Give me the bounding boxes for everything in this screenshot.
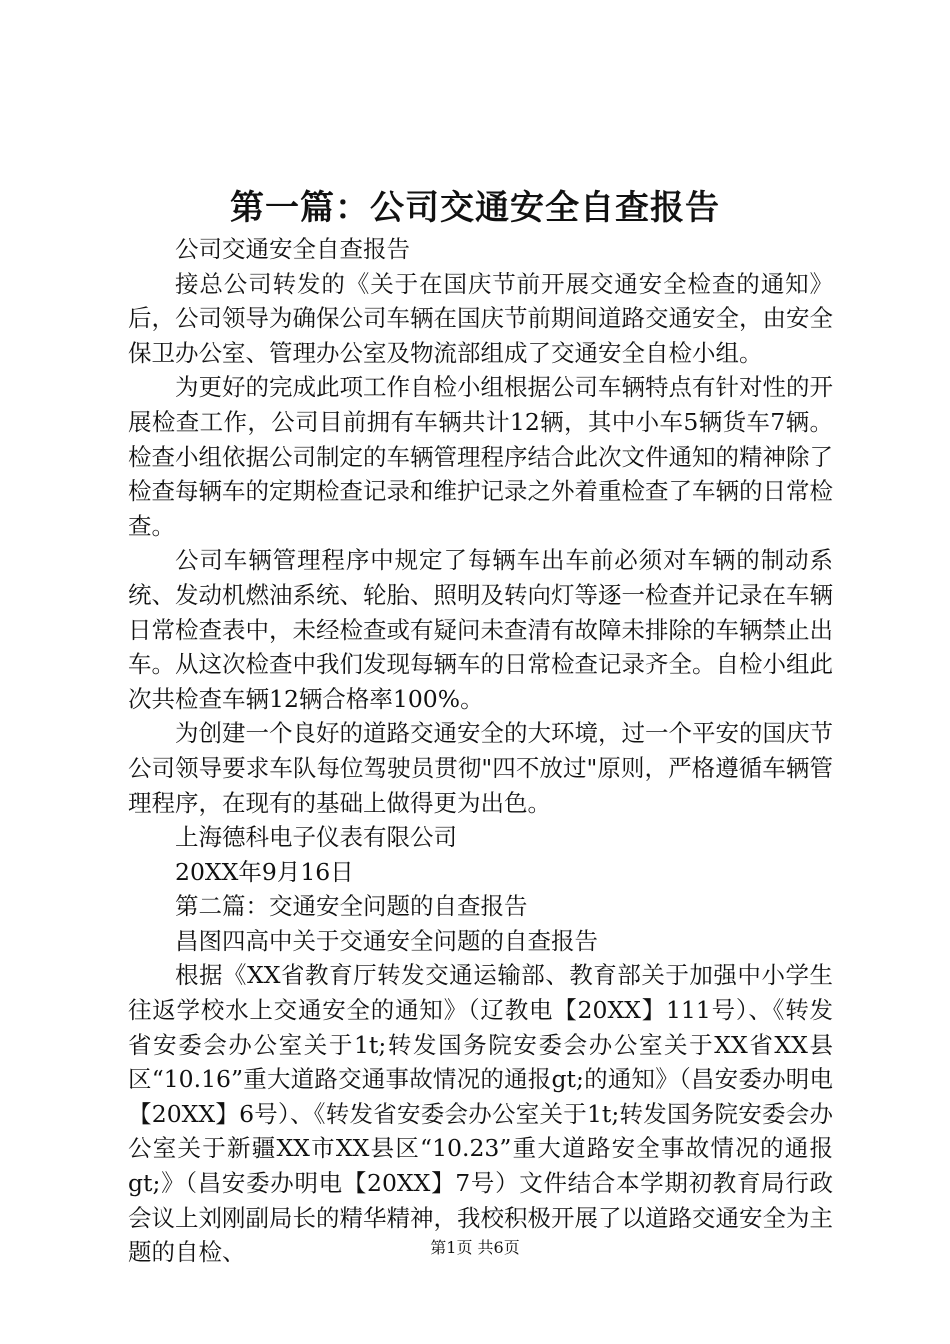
paragraph-inspection-work: 为更好的完成此项工作自检小组根据公司车辆特点有针对性的开展检查工作，公司目前拥有车辆共计12辆，其中小车5辆货车7辆。检查小组依据公司制定的车辆管理程序结合此次文件通知的精神除了检查每辆车的定期检查记录和维护记录之外着重检查了车辆的日常检查。 [128,373,833,540]
paragraph-safety-environment: 为创建一个良好的道路交通安全的大环境，过一个平安的国庆节公司领导要求车队每位驾驶员贯彻"四不放过"原则，严格遵循车辆管理程序，在现有的基础上做得更为出色。 [128,719,833,817]
paragraph-according-to-notice: 根据《XX省教育厅转发交通运输部、教育部关于加强中小学生往返学校水上交通安全的通知》（辽教电【20XX】111号）、《转发省安委会办公室关于1t;转发国务院安委会办公室关于XX省XX县区“10.16”重大道路交通事故情况的通报gt;的通知》（昌安委办明电【20XX】6号）、《转发省安委会办公室关于1t;转发国务院安委会办公室关于新疆XX市XX县区“10.23”重大道路安全事故情况的通报gt;》（昌安委办明电【20XX】7号）文件结合本学期初教育局行政会议上刘刚副局长的精华精神，我校积极开展了以道路交通安全为主题的自检、 [128,961,833,1267]
paragraph-second-article-title: 第二篇：交通安全问题的自查报告 [175,892,528,921]
page-footer: 第1页 共6页 [430,1238,520,1257]
paragraph-school-report-title: 昌图四高中关于交通安全问题的自查报告 [175,926,598,955]
paragraph-notice-received: 接总公司转发的《关于在国庆节前开展交通安全检查的通知》后，公司领导为确保公司车辆在国庆节前期间道路交通安全，由安全保卫办公室、管理办公室及物流部组成了交通安全自检小组。 [128,269,833,367]
paragraph-vehicle-procedure: 公司车辆管理程序中规定了每辆车出车前必须对车辆的制动系统、发动机燃油系统、轮胎、照明及转向灯等逐一检查并记录在车辆日常检查表中，未经检查或有疑问未查清有故障未排除的车辆禁止出车。从这次检查中我们发现每辆车的日常检查记录齐全。自检小组此次共检查车辆12辆合格率100%。 [128,546,833,713]
paragraph-report-heading: 公司交通安全自查报告 [175,235,410,263]
paragraph-company-name: 上海德科电子仪表有限公司 [175,823,457,852]
document-body [128,232,833,1270]
paragraph-date: 20XX年9月16日 [175,857,354,886]
document-title: 第一篇：公司交通安全自查报告 [230,188,720,228]
